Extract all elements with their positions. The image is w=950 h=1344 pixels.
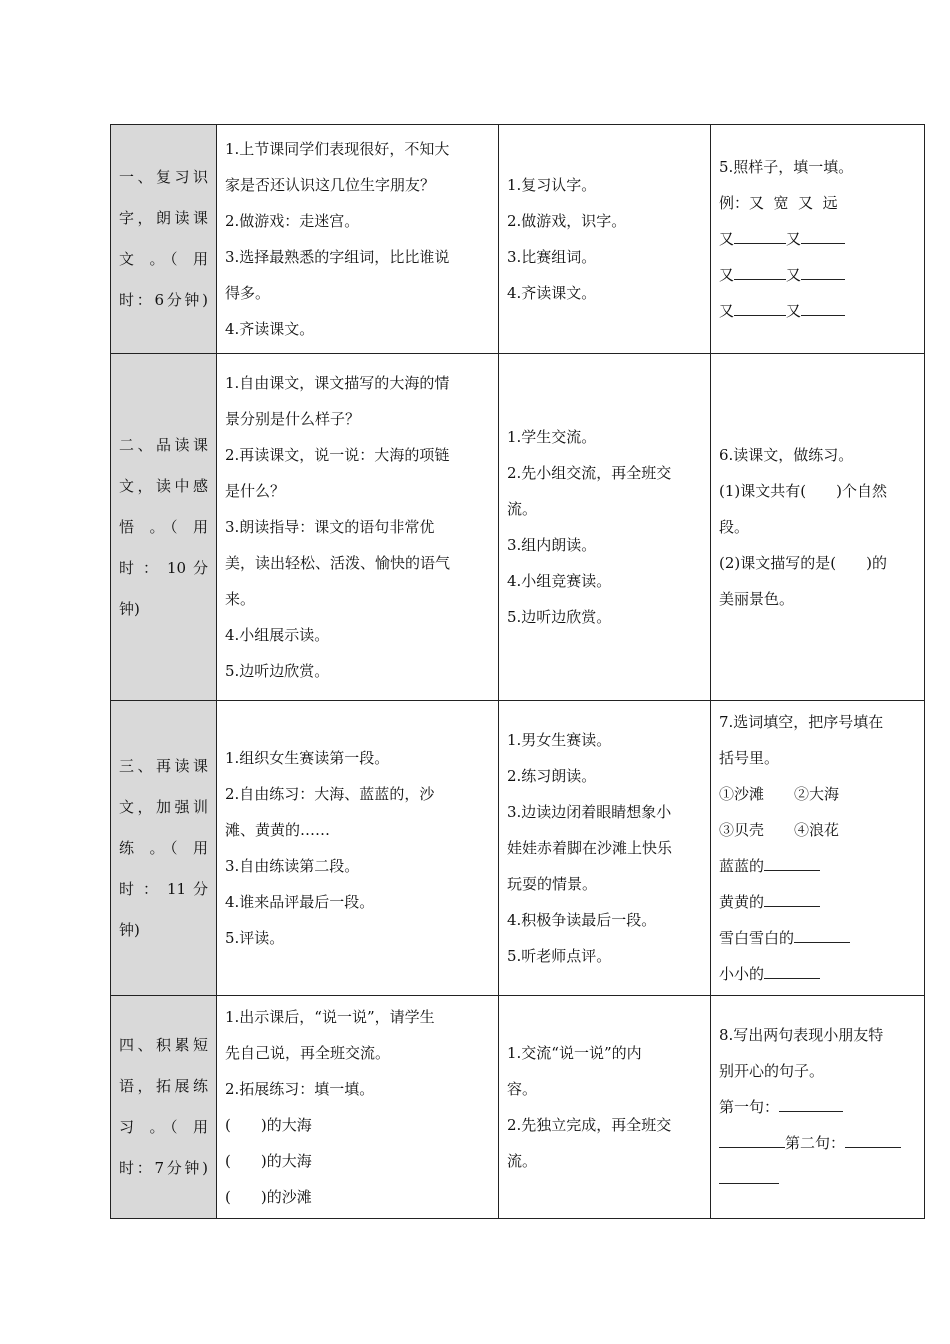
text-line: 娃娃赤着脚在沙滩上快乐 bbox=[507, 839, 673, 857]
fill-line: 第二句： bbox=[719, 1125, 916, 1161]
text-line: 4.小组竞赛读。 bbox=[507, 572, 612, 590]
phase-line: 钟) bbox=[119, 920, 140, 939]
text-line: 3.选择最熟悉的字组词，比比谁说 bbox=[225, 248, 450, 266]
phase-line: 时：7分钟) bbox=[119, 1159, 208, 1177]
text-line: 5.边听边欣赏。 bbox=[225, 662, 330, 680]
text-line: 1.交流“说一说”的内 bbox=[507, 1044, 642, 1062]
text-line: 得多。 bbox=[225, 284, 271, 302]
text-line: 1.自由课文，课文描写的大海的情 bbox=[225, 374, 450, 392]
text-line: 美丽景色。 bbox=[719, 590, 795, 608]
phase-line: 文，读中感 bbox=[119, 476, 208, 495]
exercise-cell bbox=[711, 125, 925, 354]
phase-line: 文 。（ 用 bbox=[119, 250, 208, 268]
phase-cell bbox=[111, 701, 217, 996]
phase-line: 时：6分钟) bbox=[119, 291, 208, 309]
phase-line: 时 ： 11 分 bbox=[119, 879, 208, 898]
fill-line: 又 又 bbox=[719, 221, 916, 257]
phase-cell bbox=[111, 996, 217, 1219]
student-activity-cell bbox=[499, 125, 711, 354]
text-line: 2.练习朗读。 bbox=[507, 767, 597, 785]
phase-cell bbox=[111, 354, 217, 701]
text-line: 1.学生交流。 bbox=[507, 428, 597, 446]
exercise-cell bbox=[711, 996, 925, 1219]
answer-blank[interactable] bbox=[801, 227, 845, 244]
text-line: 1.复习认字。 bbox=[507, 176, 597, 194]
phase-line: 习 。（ 用 bbox=[119, 1118, 208, 1136]
text-line: 2.做游戏：走迷宫。 bbox=[225, 212, 360, 230]
text-line: 2.先独立完成，再全班交 bbox=[507, 1116, 672, 1134]
fill-line bbox=[719, 1161, 916, 1197]
lesson-plan-table bbox=[110, 124, 925, 1219]
teacher-activity-cell bbox=[217, 125, 499, 354]
student-activity-cell bbox=[499, 354, 711, 701]
phase-line: 悟 。（ 用 bbox=[119, 517, 208, 536]
text-line: 别开心的句子。 bbox=[719, 1062, 825, 1080]
text-line: 4.积极争读最后一段。 bbox=[507, 911, 657, 929]
teacher-activity-cell bbox=[217, 354, 499, 701]
phase-line: 三、再读课 bbox=[119, 756, 208, 775]
text-line: 1.男女生赛读。 bbox=[507, 731, 612, 749]
text-line: 来。 bbox=[225, 590, 256, 608]
text-line: 3.组内朗读。 bbox=[507, 536, 597, 554]
answer-blank[interactable] bbox=[734, 299, 786, 316]
text-line: 3.朗读指导：课文的语句非常优 bbox=[225, 518, 435, 536]
text-line: ①沙滩 ②大海 bbox=[719, 785, 840, 803]
fill-line: 又 又 bbox=[719, 293, 916, 329]
text-line: ③贝壳 ④浪花 bbox=[719, 821, 840, 839]
phase-line: 钟) bbox=[119, 599, 140, 618]
text-line: 4.齐读课文。 bbox=[507, 284, 597, 302]
text-line: 美，读出轻松、活泼、愉快的语气 bbox=[225, 554, 451, 572]
text-line: 括号里。 bbox=[719, 749, 780, 767]
student-activity-cell bbox=[499, 996, 711, 1219]
exercise-cell bbox=[711, 701, 925, 996]
table-row bbox=[111, 125, 925, 354]
fill-line: 又 又 bbox=[719, 257, 916, 293]
text-line: 2.再读课文，说一说：大海的项链 bbox=[225, 446, 450, 464]
text-line: 例：又 宽 又 远 bbox=[719, 194, 838, 212]
text-line: 3.自由练读第二段。 bbox=[225, 857, 360, 875]
text-line: 是什么？ bbox=[225, 482, 286, 500]
text-line: 1.出示课后，“说一说”，请学生 bbox=[225, 1008, 435, 1026]
text-line: (2)课文描写的是( )的 bbox=[719, 554, 887, 572]
phase-line: 文，加强训 bbox=[119, 797, 208, 816]
fill-line: 第一句： bbox=[719, 1089, 916, 1125]
student-activity-cell bbox=[499, 701, 711, 996]
text-line: 流。 bbox=[507, 500, 538, 518]
text-line: 滩、黄黄的…… bbox=[225, 821, 331, 839]
text-line: 1.组织女生赛读第一段。 bbox=[225, 749, 390, 767]
text-line: 容。 bbox=[507, 1080, 538, 1098]
answer-blank[interactable] bbox=[734, 227, 786, 244]
phase-line: 四、积累短 bbox=[119, 1036, 208, 1054]
fill-line: 雪白雪白的 bbox=[719, 920, 916, 956]
phase-line: 一、复习识 bbox=[119, 168, 208, 186]
text-line: 6.读课文，做练习。 bbox=[719, 446, 854, 464]
text-line: 段。 bbox=[719, 518, 750, 536]
text-line: (1)课文共有( )个自然 bbox=[719, 482, 887, 500]
text-line: 5.评读。 bbox=[225, 929, 285, 947]
phase-line: 时 ： 10 分 bbox=[119, 558, 208, 577]
text-line: 4.谁来品评最后一段。 bbox=[225, 893, 375, 911]
answer-blank[interactable] bbox=[764, 890, 820, 907]
answer-blank[interactable] bbox=[764, 854, 820, 871]
answer-blank[interactable] bbox=[764, 962, 820, 979]
answer-blank[interactable] bbox=[801, 263, 845, 280]
text-line: 5.照样子，填一填。 bbox=[719, 158, 854, 176]
text-line: 3.比赛组词。 bbox=[507, 248, 597, 266]
answer-blank[interactable] bbox=[734, 263, 786, 280]
text-line: 5.边听边欣赏。 bbox=[507, 608, 612, 626]
text-line: ( )的大海 bbox=[225, 1152, 312, 1170]
teacher-activity-cell bbox=[217, 701, 499, 996]
answer-blank[interactable] bbox=[845, 1131, 901, 1148]
text-line: 先自己说，再全班交流。 bbox=[225, 1044, 391, 1062]
fill-line: 黄黄的 bbox=[719, 884, 916, 920]
text-line: 景分别是什么样子？ bbox=[225, 410, 361, 428]
text-line: ( )的大海 bbox=[225, 1116, 312, 1134]
answer-blank[interactable] bbox=[801, 299, 845, 316]
fill-line: 蓝蓝的 bbox=[719, 848, 916, 884]
text-line: 2.做游戏，识字。 bbox=[507, 212, 627, 230]
text-line: 2.自由练习：大海、蓝蓝的，沙 bbox=[225, 785, 435, 803]
phase-line: 字，朗读课 bbox=[119, 209, 208, 227]
exercise-cell bbox=[711, 354, 925, 701]
teacher-activity-cell bbox=[217, 996, 499, 1219]
text-line: ( )的沙滩 bbox=[225, 1188, 312, 1206]
fill-line: 小小的 bbox=[719, 956, 916, 992]
text-line: 4.齐读课文。 bbox=[225, 320, 315, 338]
text-line: 5.听老师点评。 bbox=[507, 947, 612, 965]
text-line: 2.先小组交流，再全班交 bbox=[507, 464, 672, 482]
text-line: 家是否还认识这几位生字朋友？ bbox=[225, 176, 436, 194]
phase-line: 语，拓展练 bbox=[119, 1077, 208, 1095]
text-line: 8.写出两句表现小朋友特 bbox=[719, 1026, 884, 1044]
phase-line: 练 。（ 用 bbox=[119, 838, 208, 857]
phase-line: 二、品读课 bbox=[119, 435, 208, 454]
answer-blank[interactable] bbox=[779, 1095, 843, 1112]
answer-blank[interactable] bbox=[794, 926, 850, 943]
text-line: 2.拓展练习：填一填。 bbox=[225, 1080, 375, 1098]
table-row bbox=[111, 354, 925, 701]
phase-cell bbox=[111, 125, 217, 354]
text-line: 4.小组展示读。 bbox=[225, 626, 330, 644]
table-row bbox=[111, 996, 925, 1219]
answer-blank[interactable] bbox=[719, 1167, 779, 1184]
answer-blank[interactable] bbox=[719, 1131, 785, 1148]
text-line: 1.上节课同学们表现很好，不知大 bbox=[225, 140, 450, 158]
text-line: 流。 bbox=[507, 1152, 538, 1170]
table-row bbox=[111, 701, 925, 996]
text-line: 7.选词填空，把序号填在 bbox=[719, 713, 884, 731]
text-line: 3.边读边闭着眼睛想象小 bbox=[507, 803, 672, 821]
text-line: 玩耍的情景。 bbox=[507, 875, 598, 893]
